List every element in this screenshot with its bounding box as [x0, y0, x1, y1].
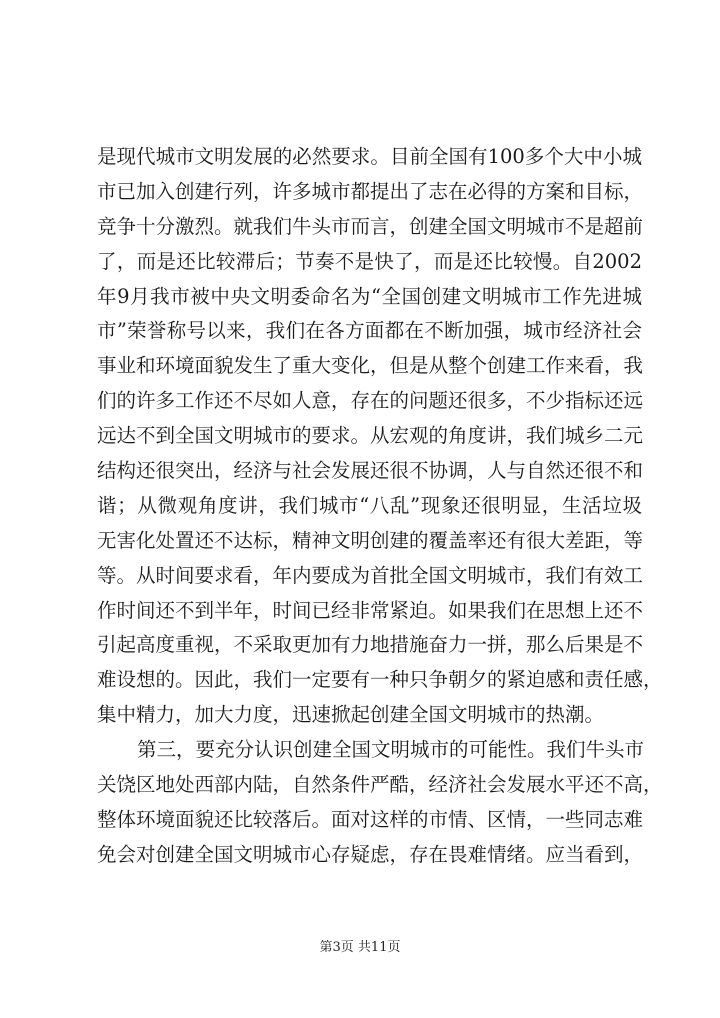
text-line: 市已加入创建行列，许多城市都提出了志在必得的方案和目标， — [97, 179, 644, 203]
page-footer: 第3页 共11页 — [319, 940, 401, 955]
text-line: 事业和环境面貌发生了重大变化，但是从整个创建工作来看，我 — [97, 354, 644, 378]
text-line: 年9月我市被中央文明委命名为“全国创建文明城市工作先进城 — [97, 284, 642, 308]
text-line: 谐；从微观角度讲，我们城市“八乱”现象还很明显，生活垃圾 — [97, 493, 642, 517]
text-line: 无害化处置还不达标，精神文明创建的覆盖率还有很大差距，等 — [97, 528, 644, 552]
text-line: 了，而是还比较滞后；节奏不是快了，而是还比较慢。自2002 — [97, 249, 642, 273]
text-line: 结构还很突出，经济与社会发展还很不协调，人与自然还很不和 — [97, 459, 644, 483]
text-line: 引起高度重视，不采取更加有力地措施奋力一拼，那么后果是不 — [97, 633, 644, 657]
text-line: 第三，要充分认识创建全国文明城市的可能性。我们牛头市 — [137, 738, 645, 762]
text-line: 竞争十分激烈。就我们牛头市而言，创建全国文明城市不是超前 — [97, 214, 644, 238]
text-line: 等。从时间要求看，年内要成为首批全国文明城市，我们有效工 — [97, 563, 644, 587]
text-line: 免会对创建全国文明城市心存疑虑，存在畏难情绪。应当看到， — [97, 842, 644, 866]
text-line: 难设想的。因此，我们一定要有一种只争朝夕的紧迫感和责任感， — [97, 668, 663, 692]
text-line: 作时间还不到半年，时间已经非常紧迫。如果我们在思想上还不 — [97, 598, 644, 622]
text-line: 整体环境面貌还比较落后。面对这样的市情、区情，一些同志难 — [97, 807, 644, 831]
text-line: 集中精力，加大力度，迅速掀起创建全国文明城市的热潮。 — [97, 703, 605, 727]
text-line: 们的许多工作还不尽如人意，存在的问题还很多，不少指标还远 — [97, 389, 644, 413]
text-line: 关饶区地处西部内陆，自然条件严酷，经济社会发展水平还不高， — [97, 773, 663, 797]
text-line: 市”荣誉称号以来，我们在各方面都在不断加强，城市经济社会 — [97, 319, 642, 343]
text-line: 远达不到全国文明城市的要求。从宏观的角度讲，我们城乡二元 — [97, 424, 644, 448]
document-body — [97, 140, 663, 873]
text-line: 是现代城市文明发展的必然要求。目前全国有100多个大中小城 — [97, 145, 642, 168]
